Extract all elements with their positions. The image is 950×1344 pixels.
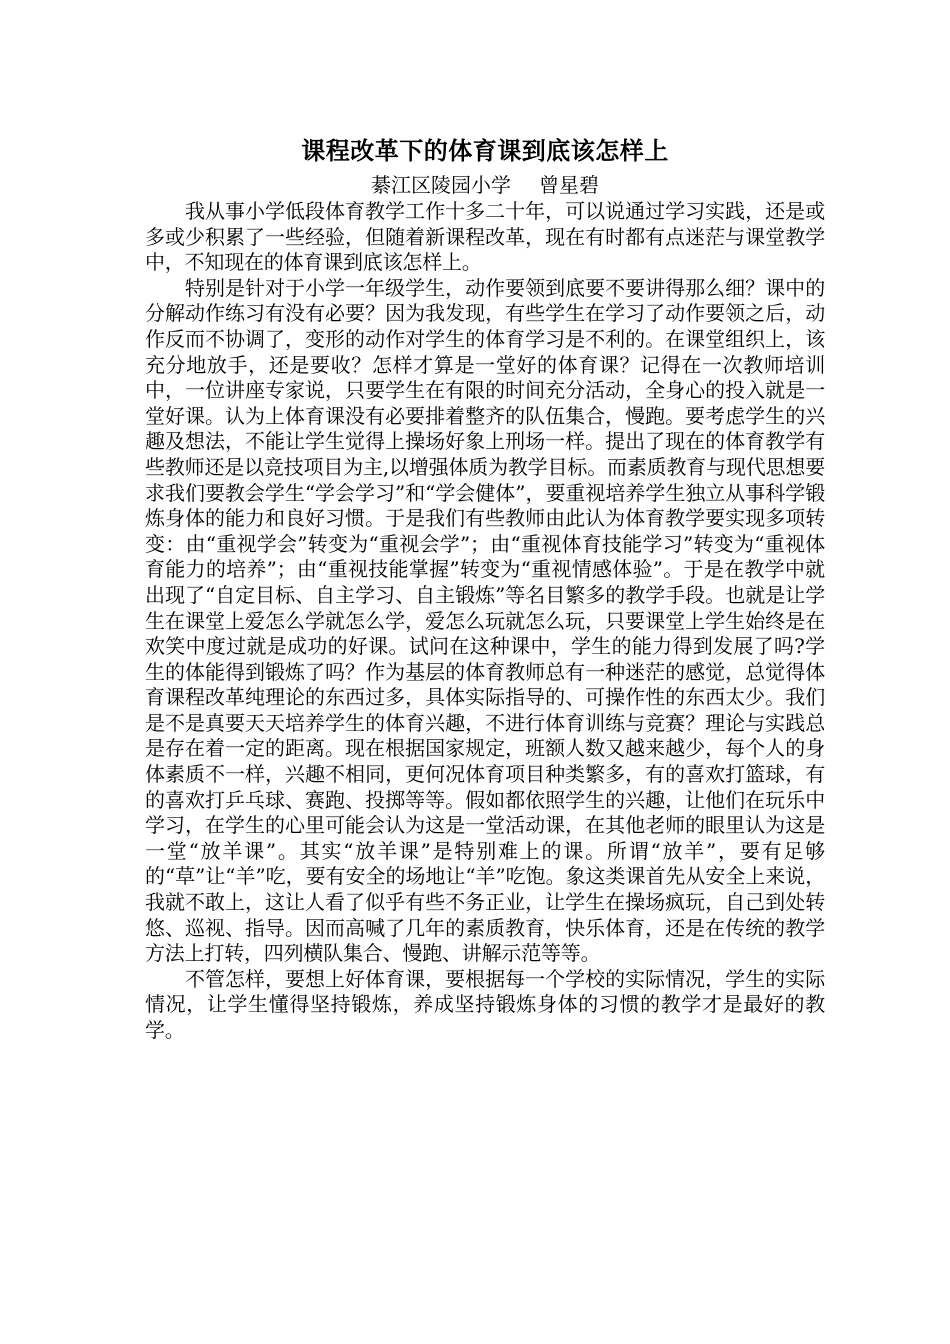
document-title: 课程改革下的体育课到底该怎样上: [301, 136, 669, 165]
paragraph-body: 特别是针对于小学一年级学生，动作要领到底要不要讲得那么细？课中的分解动作练习有没有必要？因为我发现，有些学生在学习了动作要领之后，动作反而不协调了，变形的动作对学生的体育学习是不利的。在课堂组织上，该充分地放手，还是要收？怎样才算是一堂好的体育课？记得在一次教师培训中，一位讲座专家说，只要学生在有限的时间充分活动，全身心的投入就是一堂好课。认为上体育课没有必要排着整齐的队伍集合，慢跑。要考虑学生的兴趣及想法，不能让学生觉得上操场好象上刑场一样。提出了现在的体育教学有些教师还是以竞技项目为主,以增强体质为教学目标。而素质教育与现代思想要求我们要教会学生“学会学习”和“学会健体”，要重视培养学生独立从事科学锻炼身体的能力和良好习惯。于是我们有些教师由此认为体育教学要实现多项转变：由“重视学会”转变为“重视会学”；由“重视体育技能学习”转变为“重视体育能力的培养”；由“重视技能掌握”转变为“重视情感体验”。于是在教学中就出现了“自定目标、自主学习、自主锻炼”等名目繁多的教学手段。也就是让学生在课堂上爱怎么学就怎么学，爱怎么玩就怎么玩，只要课堂上学生始终是在欢笑中度过就是成功的好课。试问在这种课中，学生的能力得到发展了吗?学生的体能得到锻炼了吗？作为基层的体育教师总有一种迷茫的感觉，总觉得体育课程改革纯理论的东西过多，具体实际指导的、可操作性的东西太少。我们是不是真要天天培养学生的体育兴趣，不进行体育训练与竞赛？理论与实践总是存在着一定的距离。现在根据国家规定，班额人数又越来越少，每个人的身体素质不一样，兴趣不相同，更何况体育项目种类繁多，有的喜欢打篮球，有的喜欢打乒乓球、赛跑、投掷等等。假如都依照学生的兴趣，让他们在玩乐中学习，在学生的心里可能会认为这是一堂活动课，在其他老师的眼里认为这是一堂“放羊课”。其实“放羊课”是特别难上的课。所谓“放羊”，要有足够的“草”让“羊”吃，要有安全的场地让“羊”吃饱。象这类课首先从安全上来说，我就不敢上，这让人看了似乎有些不务正业，让学生在操场疯玩，自己到处转悠、巡视、指导。因而高喊了几年的素质教育，快乐体育，还是在传统的教学方法上打转，四列横队集合、慢跑、讲解示范等等。: [145, 275, 825, 966]
author-name: 曾星碧: [539, 173, 599, 197]
school-name: 綦江区陵园小学: [371, 173, 511, 197]
document-page: [145, 131, 825, 1044]
paragraph-intro: 我从事小学低段体育教学工作十多二十年，可以说通过学习实践，还是或多或少积累了一些经验，但随着新课程改革，现在有时都有点迷茫与课堂教学中，不知现在的体育课到底该怎样上。: [145, 199, 825, 275]
paragraph-conclusion: 不管怎样，要想上好体育课，要根据每一个学校的实际情况，学生的实际情况，让学生懂得坚持锻炼，养成坚持锻炼身体的习惯的教学才是最好的教学。: [145, 966, 825, 1042]
byline: [145, 171, 825, 199]
